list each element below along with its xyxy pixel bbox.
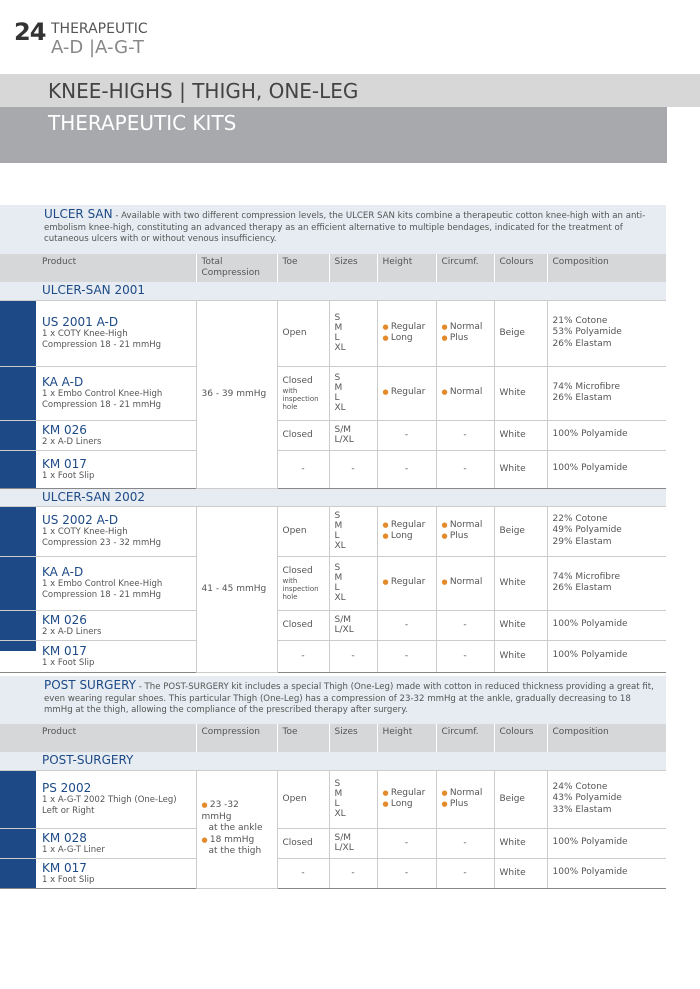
bullet-icon: ● bbox=[382, 388, 391, 397]
bullet-icon: ● bbox=[382, 800, 391, 808]
group-name: ULCER-SAN 2001 bbox=[0, 282, 666, 300]
ulcer-san-intro bbox=[0, 205, 666, 254]
colour-cell: White bbox=[494, 828, 547, 858]
table-row bbox=[0, 770, 666, 828]
table-row bbox=[0, 506, 666, 556]
sizes-cell-value: L bbox=[334, 799, 340, 809]
sizes-cell: - bbox=[329, 640, 377, 672]
group-name: ULCER-SAN 2002 bbox=[0, 488, 666, 506]
colour-cell: Beige bbox=[494, 506, 547, 556]
composition-cell bbox=[547, 556, 666, 610]
product-description: 2 x A-D Liners bbox=[42, 626, 102, 637]
sizes-cell-value: M bbox=[334, 521, 343, 531]
sizes-cell bbox=[329, 300, 377, 366]
product-description: Compression 18 - 21 mmHg bbox=[42, 400, 162, 410]
height-cell-value: ● Regular bbox=[382, 787, 426, 798]
bullet-icon: ● bbox=[382, 532, 391, 540]
height-cell-value: ● Long bbox=[382, 531, 413, 541]
toe-cell bbox=[277, 858, 329, 888]
toe-value: Closed bbox=[282, 429, 313, 440]
toe-cell bbox=[277, 770, 329, 828]
table-row bbox=[0, 450, 666, 488]
bullet-icon: ● bbox=[201, 801, 210, 810]
table-row bbox=[0, 610, 666, 640]
post-surgery-description: - The POST-SURGERY kit includes a special Thigh (One-Leg) made with cotton in reduced thickness providing a great fit, even wearing regular shoes. This particular Thigh (One-Leg) has a compression of 23-32 mmHg at the ankle, gradually decreasing to 18 mmHg at the thigh, allowing the compliance of the prescribed therapy after surgery. bbox=[44, 682, 654, 716]
product-code: KA A-D bbox=[42, 565, 84, 579]
colour-cell: White bbox=[494, 610, 547, 640]
post-surgery-name: POST SURGERY bbox=[44, 678, 136, 692]
circumference-cell: - bbox=[436, 858, 494, 888]
composition-cell-value: 26% Elastam bbox=[552, 583, 612, 593]
table-header bbox=[0, 254, 666, 282]
product-code: US 2002 A-D bbox=[42, 513, 119, 527]
column-header: Total Compression bbox=[196, 254, 277, 282]
product-description: 1 x A-G-T 2002 Thigh (One-Leg) bbox=[42, 795, 177, 805]
sizes-cell-value: L/XL bbox=[334, 843, 354, 853]
product-description: Left or Right bbox=[42, 806, 95, 816]
composition-cell bbox=[547, 506, 666, 556]
sizes-cell-value: S bbox=[334, 373, 341, 383]
colour-cell: White bbox=[494, 858, 547, 888]
table-row bbox=[0, 366, 666, 420]
bullet-icon: ● bbox=[441, 788, 450, 797]
product-description: Compression 18 - 21 mmHg bbox=[42, 590, 162, 600]
product-code: KM 026 bbox=[42, 612, 87, 627]
circumference-cell: - bbox=[436, 640, 494, 672]
sizes-cell: - bbox=[329, 858, 377, 888]
composition-cell-value: 100% Polyamide bbox=[552, 837, 628, 848]
product-description: 1 x COTY Knee-High bbox=[42, 527, 128, 537]
sizes-cell bbox=[329, 610, 377, 640]
composition-cell-value: 26% Elastam bbox=[552, 338, 612, 349]
toe-value: Closed bbox=[282, 565, 313, 576]
toe-note: with inspection hole bbox=[282, 576, 319, 601]
height-cell: - bbox=[377, 450, 436, 488]
height-cell-value: ● Regular bbox=[382, 577, 426, 588]
sizes-cell-value: S bbox=[334, 511, 341, 521]
circumference-cell bbox=[436, 300, 494, 366]
page-subtitle: THERAPEUTIC KITS bbox=[48, 111, 237, 135]
bullet-icon: ● bbox=[201, 835, 210, 844]
toe-cell bbox=[277, 420, 329, 450]
colour-cell: Beige bbox=[494, 300, 547, 366]
product-description: Compression 18 - 21 mmHg bbox=[42, 340, 162, 350]
product-description: 1 x Embo Control Knee-High bbox=[42, 579, 163, 589]
post-surgery-intro bbox=[0, 676, 666, 724]
circumference-cell-value: ● Normal bbox=[441, 577, 483, 588]
sizes-cell-value: S/M bbox=[334, 833, 352, 843]
bullet-icon: ● bbox=[441, 334, 450, 342]
sizes-cell-value: S bbox=[334, 563, 341, 573]
sizes-cell bbox=[329, 770, 377, 828]
bullet-icon: ● bbox=[382, 322, 391, 331]
circumference-cell: - bbox=[436, 420, 494, 450]
product-cell bbox=[0, 556, 196, 610]
compression-cell bbox=[196, 770, 277, 888]
toe-value: Open bbox=[282, 793, 307, 804]
bullet-icon: ● bbox=[441, 520, 450, 529]
toe-value: Closed bbox=[282, 837, 313, 848]
colour-cell: Beige bbox=[494, 770, 547, 828]
product-cell bbox=[0, 640, 196, 672]
column-header: Colours bbox=[494, 254, 547, 282]
circumference-cell-value: ● Plus bbox=[441, 799, 469, 809]
compression-value: ● 23 -32 mmHg bbox=[201, 800, 239, 822]
colour-cell: White bbox=[494, 556, 547, 610]
category-subtitle: A-D |A-G-T bbox=[51, 37, 144, 58]
circumference-cell bbox=[436, 556, 494, 610]
sizes-cell-value: XL bbox=[334, 403, 346, 413]
bullet-icon: ● bbox=[441, 578, 450, 587]
sizes-cell bbox=[329, 828, 377, 858]
product-description: 1 x Embo Control Knee-High bbox=[42, 389, 163, 399]
column-header: Circumf. bbox=[436, 724, 494, 752]
table-row bbox=[0, 640, 666, 672]
product-code: KM 026 bbox=[42, 422, 87, 437]
toe-value: Open bbox=[282, 525, 307, 536]
sizes-cell-value: M bbox=[334, 573, 343, 583]
table-row bbox=[0, 300, 666, 366]
circumference-cell: - bbox=[436, 828, 494, 858]
product-code: PS 2002 bbox=[42, 781, 92, 795]
product-description: 1 x A-G-T Liner bbox=[42, 844, 105, 855]
bullet-icon: ● bbox=[441, 322, 450, 331]
sizes-cell-value: L bbox=[334, 333, 340, 343]
product-description: 1 x Foot Slip bbox=[42, 874, 95, 885]
sizes-cell-value: S bbox=[334, 313, 341, 323]
sizes-cell-value: M bbox=[334, 789, 343, 799]
toe-cell bbox=[277, 556, 329, 610]
toe-cell bbox=[277, 506, 329, 556]
composition-cell-value: 74% Microfibre bbox=[552, 571, 621, 582]
circumference-cell-value: ● Normal bbox=[441, 519, 483, 530]
composition-cell-value: 100% Polyamide bbox=[552, 463, 628, 474]
table-row bbox=[0, 828, 666, 858]
sizes-cell-value: M bbox=[334, 383, 343, 393]
circumference-cell bbox=[436, 770, 494, 828]
height-cell-value: ● Regular bbox=[382, 519, 426, 530]
column-header: Circumf. bbox=[436, 254, 494, 282]
toe-value: - bbox=[301, 867, 305, 878]
product-description: Compression 23 - 32 mmHg bbox=[42, 538, 162, 548]
height-cell: - bbox=[377, 828, 436, 858]
table-row bbox=[0, 556, 666, 610]
sizes-cell bbox=[329, 506, 377, 556]
height-cell bbox=[377, 366, 436, 420]
sizes-cell-value: L bbox=[334, 531, 340, 541]
colour-cell: White bbox=[494, 420, 547, 450]
table-header bbox=[0, 724, 666, 752]
circumference-cell: - bbox=[436, 450, 494, 488]
composition-cell-value: 33% Elastam bbox=[552, 804, 612, 815]
sizes-cell-value: S/M bbox=[334, 425, 352, 435]
toe-cell bbox=[277, 828, 329, 858]
toe-cell bbox=[277, 610, 329, 640]
bullet-icon: ● bbox=[382, 578, 391, 587]
table-row bbox=[0, 420, 666, 450]
height-cell-value: ● Long bbox=[382, 333, 413, 343]
product-cell bbox=[0, 828, 196, 858]
bullet-icon: ● bbox=[382, 788, 391, 797]
sizes-cell-value: L bbox=[334, 583, 340, 593]
toe-cell bbox=[277, 640, 329, 672]
column-header: Colours bbox=[494, 724, 547, 752]
ulcer-san-table bbox=[0, 254, 666, 673]
sizes-cell: - bbox=[329, 450, 377, 488]
height-cell bbox=[377, 506, 436, 556]
sizes-cell-value: L bbox=[334, 393, 340, 403]
sizes-cell-value: XL bbox=[334, 343, 346, 353]
composition-cell bbox=[547, 770, 666, 828]
product-cell bbox=[0, 610, 196, 640]
product-cell bbox=[0, 450, 196, 488]
height-cell-value: ● Regular bbox=[382, 321, 426, 332]
toe-cell bbox=[277, 300, 329, 366]
bullet-icon: ● bbox=[441, 532, 450, 540]
column-header: Composition bbox=[547, 254, 666, 282]
column-header: Height bbox=[377, 724, 436, 752]
composition-cell bbox=[547, 610, 666, 640]
sizes-cell-value: S bbox=[334, 779, 341, 789]
product-cell bbox=[0, 420, 196, 450]
product-description: 1 x Foot Slip bbox=[42, 470, 95, 481]
column-header: Compression bbox=[196, 724, 277, 752]
column-header: Toe bbox=[277, 254, 329, 282]
sizes-cell bbox=[329, 556, 377, 610]
composition-cell-value: 74% Microfibre bbox=[552, 381, 621, 392]
toe-value: Closed bbox=[282, 619, 313, 630]
composition-cell bbox=[547, 300, 666, 366]
product-cell bbox=[0, 300, 196, 366]
toe-value: Open bbox=[282, 327, 307, 338]
group-row bbox=[0, 752, 666, 770]
circumference-cell-value: ● Normal bbox=[441, 387, 483, 398]
composition-cell bbox=[547, 450, 666, 488]
column-header: Composition bbox=[547, 724, 666, 752]
column-header: Sizes bbox=[329, 254, 377, 282]
toe-cell bbox=[277, 450, 329, 488]
circumference-cell-value: ● Normal bbox=[441, 787, 483, 798]
toe-value: Closed bbox=[282, 375, 313, 386]
ulcer-san-name: ULCER SAN bbox=[44, 207, 113, 221]
product-description: 1 x COTY Knee-High bbox=[42, 329, 128, 339]
sizes-cell-value: XL bbox=[334, 593, 346, 603]
compression-value: ● 18 mmHg bbox=[201, 834, 255, 845]
product-code: KM 017 bbox=[42, 456, 87, 471]
height-cell-value: ● Long bbox=[382, 799, 413, 809]
composition-cell bbox=[547, 366, 666, 420]
product-code: KM 028 bbox=[42, 830, 87, 845]
toe-value: - bbox=[301, 463, 305, 474]
toe-cell bbox=[277, 366, 329, 420]
total-compression-cell: 41 - 45 mmHg bbox=[196, 506, 277, 672]
circumference-cell bbox=[436, 366, 494, 420]
composition-cell-value: 21% Cotone bbox=[552, 315, 608, 326]
total-compression-cell: 36 - 39 mmHg bbox=[196, 300, 277, 488]
page-title: KNEE-HIGHS | THIGH, ONE-LEG bbox=[48, 79, 359, 103]
product-cell bbox=[0, 858, 196, 888]
colour-cell: White bbox=[494, 450, 547, 488]
post-surgery-table bbox=[0, 724, 666, 889]
column-header: Product bbox=[0, 254, 196, 282]
composition-cell-value: 53% Polyamide bbox=[552, 327, 622, 338]
group-row bbox=[0, 282, 666, 300]
table-row bbox=[0, 858, 666, 888]
compression-value: at the ankle bbox=[208, 823, 263, 834]
toe-note: with inspection hole bbox=[282, 386, 319, 411]
column-header: Product bbox=[0, 724, 196, 752]
page-number: 24 bbox=[14, 18, 46, 46]
compression-value: at the thigh bbox=[208, 846, 262, 857]
height-cell: - bbox=[377, 640, 436, 672]
circumference-cell-value: ● Plus bbox=[441, 333, 469, 343]
product-cell bbox=[0, 506, 196, 556]
height-cell-value: ● Regular bbox=[382, 387, 426, 398]
column-header: Height bbox=[377, 254, 436, 282]
composition-cell-value: 29% Elastam bbox=[552, 536, 612, 547]
column-header: Toe bbox=[277, 724, 329, 752]
circumference-cell-value: ● Plus bbox=[441, 531, 469, 541]
sizes-cell bbox=[329, 366, 377, 420]
composition-cell-value: 100% Polyamide bbox=[552, 650, 628, 661]
product-cell bbox=[0, 770, 196, 828]
bullet-icon: ● bbox=[441, 388, 450, 397]
height-cell: - bbox=[377, 858, 436, 888]
circumference-cell: - bbox=[436, 610, 494, 640]
composition-cell-value: 22% Cotone bbox=[552, 513, 608, 524]
sizes-cell-value: S/M bbox=[334, 615, 352, 625]
sizes-cell-value: XL bbox=[334, 541, 346, 551]
composition-cell-value: 24% Cotone bbox=[552, 781, 608, 792]
composition-cell bbox=[547, 858, 666, 888]
group-name: POST-SURGERY bbox=[0, 752, 666, 770]
composition-cell-value: 100% Polyamide bbox=[552, 619, 628, 630]
product-description: 1 x Foot Slip bbox=[42, 657, 95, 668]
composition-cell-value: 100% Polyamide bbox=[552, 429, 628, 440]
sizes-cell-value: L/XL bbox=[334, 625, 354, 635]
product-code: US 2001 A-D bbox=[42, 315, 119, 329]
group-row bbox=[0, 488, 666, 506]
sizes-cell-value: L/XL bbox=[334, 435, 354, 445]
column-header: Sizes bbox=[329, 724, 377, 752]
height-cell bbox=[377, 770, 436, 828]
colour-cell: White bbox=[494, 640, 547, 672]
sizes-cell-value: XL bbox=[334, 809, 346, 819]
sizes-cell-value: M bbox=[334, 323, 343, 333]
circumference-cell-value: ● Normal bbox=[441, 321, 483, 332]
product-cell bbox=[0, 366, 196, 420]
circumference-cell bbox=[436, 506, 494, 556]
bullet-icon: ● bbox=[382, 520, 391, 529]
composition-cell-value: 26% Elastam bbox=[552, 393, 612, 403]
composition-cell-value: 43% Polyamide bbox=[552, 793, 622, 804]
height-cell: - bbox=[377, 610, 436, 640]
height-cell bbox=[377, 556, 436, 610]
bullet-icon: ● bbox=[382, 334, 391, 342]
colour-cell: White bbox=[494, 366, 547, 420]
sizes-cell bbox=[329, 420, 377, 450]
ulcer-san-description: - Available with two different compression levels, the ULCER SAN kits combine a therapeutic cotton knee-high with an anti-embolism knee-high, constituting an advanced therapy as an efficient alternative to multiple bendages, indicated for the treatment of cutaneous ulcers with or without venous insufficiency. bbox=[44, 211, 646, 245]
composition-cell-value: 49% Polyamide bbox=[552, 525, 622, 536]
composition-cell bbox=[547, 828, 666, 858]
composition-cell bbox=[547, 640, 666, 672]
product-code: KA A-D bbox=[42, 375, 84, 389]
toe-value: - bbox=[301, 650, 305, 661]
height-cell bbox=[377, 300, 436, 366]
category-title: THERAPEUTIC bbox=[51, 21, 148, 37]
product-description: 2 x A-D Liners bbox=[42, 436, 102, 447]
product-code: KM 017 bbox=[42, 860, 87, 875]
product-code: KM 017 bbox=[42, 643, 87, 658]
height-cell: - bbox=[377, 420, 436, 450]
composition-cell-value: 100% Polyamide bbox=[552, 867, 628, 878]
bullet-icon: ● bbox=[441, 800, 450, 808]
composition-cell bbox=[547, 420, 666, 450]
